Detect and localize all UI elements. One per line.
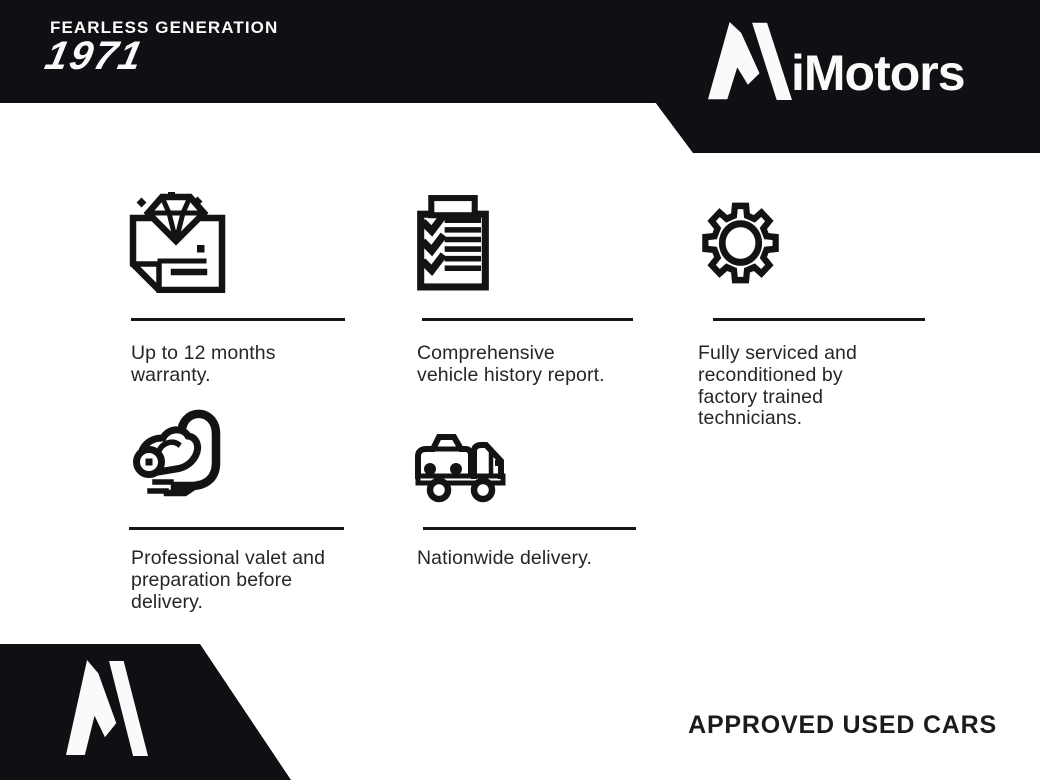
brand-name: iMotors — [791, 45, 965, 101]
feature-caption-valet: Professional valet and preparation before delivery. — [131, 547, 326, 613]
feature-caption-warranty: Up to 12 months warranty. — [131, 342, 276, 386]
brand-a-mark-icon — [708, 22, 792, 100]
feature-divider — [129, 527, 344, 530]
fearless-generation-tagline: FEARLESS GENERATION — [50, 18, 279, 37]
year-1971-logo: 1971 — [41, 34, 148, 78]
warranty-certificate-icon — [129, 189, 227, 293]
valet-vacuum-icon — [129, 401, 224, 501]
approved-used-cars-title: APPROVED USED CARS — [688, 711, 997, 739]
bottom-banner — [0, 644, 300, 780]
feature-divider — [713, 318, 925, 321]
top-banner-right-extension — [0, 102, 1040, 153]
feature-divider — [422, 318, 633, 321]
feature-caption-delivery: Nationwide delivery. — [417, 547, 593, 569]
feature-divider — [131, 318, 345, 321]
brand-a-mark-icon — [66, 660, 148, 756]
delivery-transporter-icon — [413, 430, 507, 503]
service-gear-icon — [696, 196, 785, 290]
feature-caption-serviced: Fully serviced and reconditioned by factory trained technicians. — [698, 342, 857, 430]
feature-divider — [423, 527, 636, 530]
feature-caption-history-report: Comprehensive vehicle history report. — [417, 342, 605, 386]
vehicle-history-checklist-icon — [414, 192, 492, 293]
